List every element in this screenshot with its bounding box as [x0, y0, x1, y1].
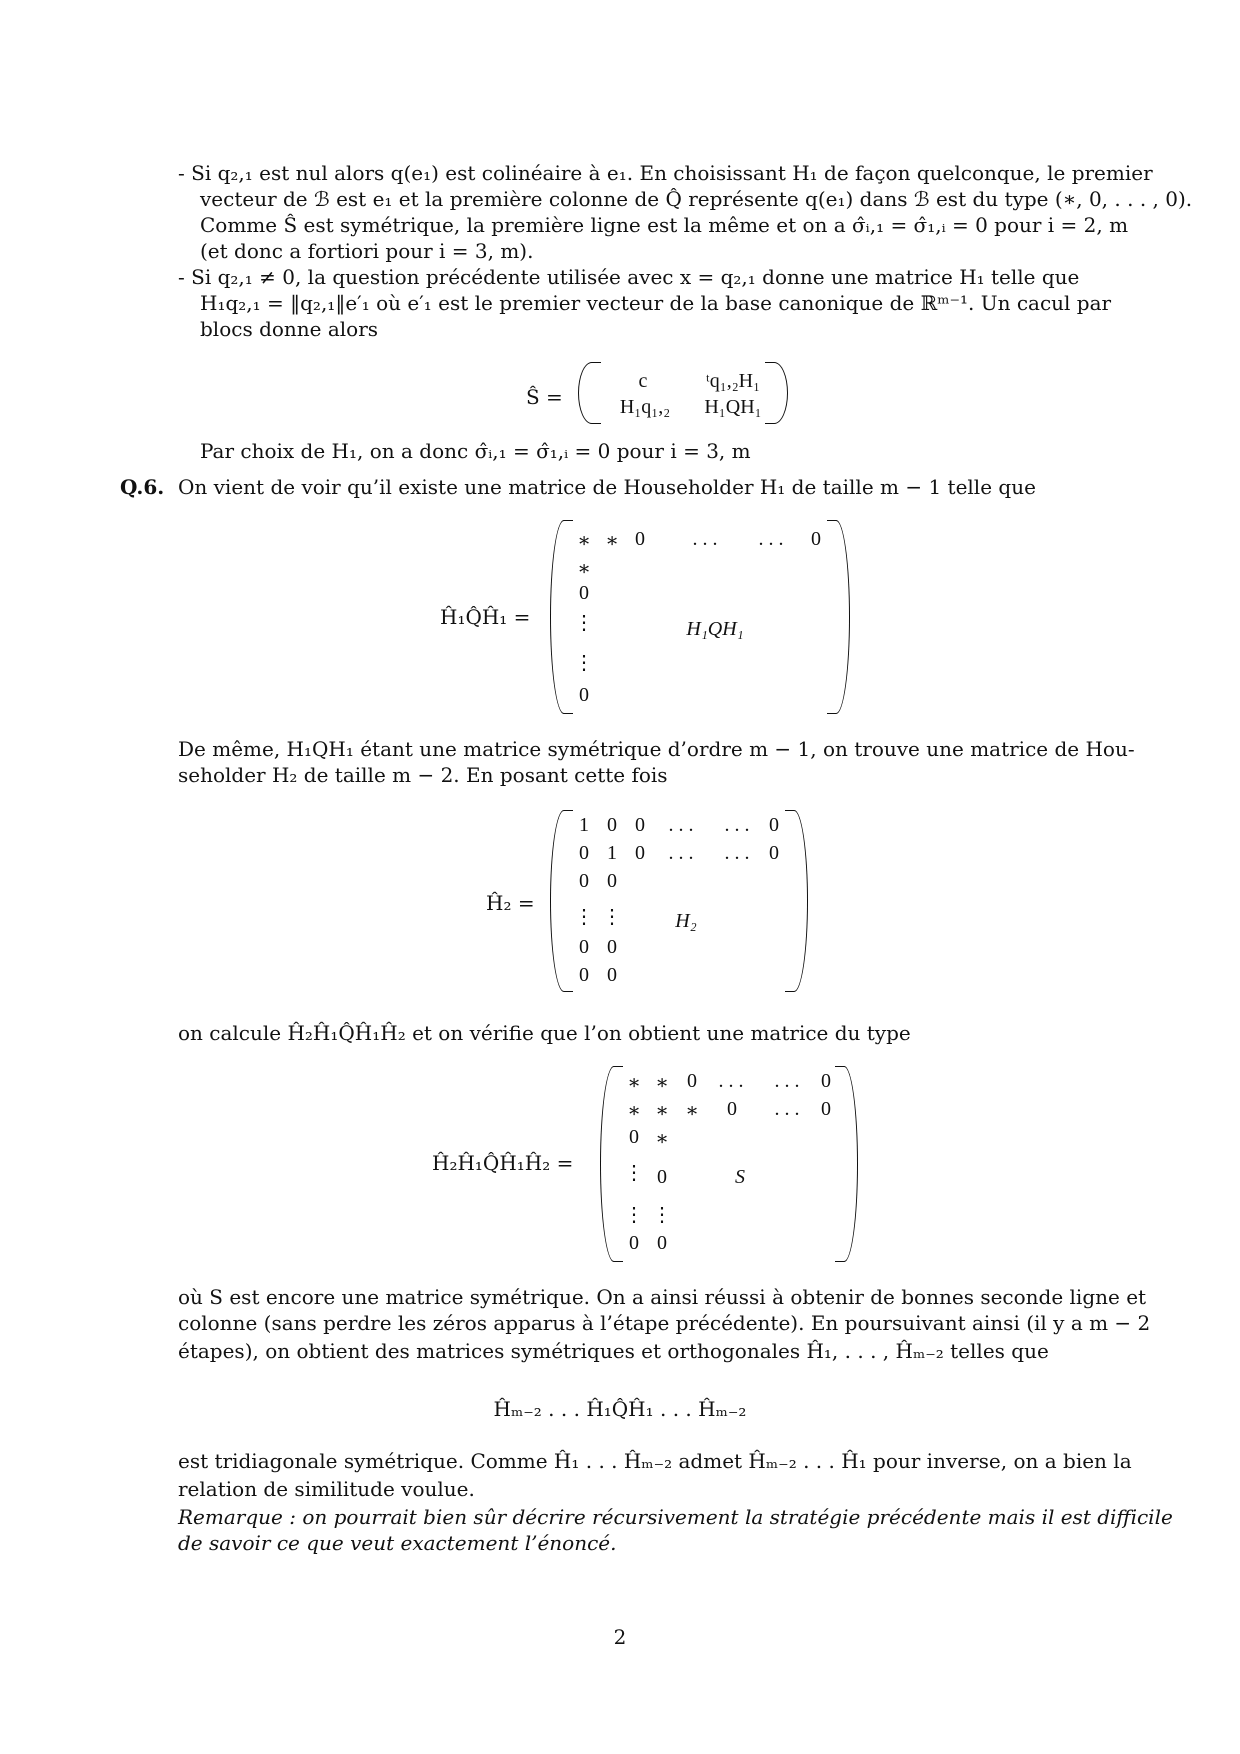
m3-r2-0: ∗ [627, 1100, 641, 1122]
q6-text: On vient de voir qu’il existe une matrice de Householder H₁ de taille m − 1 telle que [178, 475, 1036, 499]
p7-line-1: est tridiagonale symétrique. Comme Ĥ₁ . . . Ĥₘ₋₂ admet Ĥₘ₋₂ . . . Ĥ₁ pour inverse, on a bien la [178, 1449, 1132, 1473]
p2-line-3: blocs donne alors [200, 317, 379, 341]
m3-r2-1: ∗ [655, 1100, 669, 1122]
p2-line-1: - Si q₂,₁ ≠ 0, la question précédente utilisée avec x = q₂,₁ donne une matrice H₁ telle que [178, 265, 1080, 289]
m2-c2-2: 0 [607, 936, 617, 958]
matrix-h1qh1 [550, 520, 850, 714]
cell-c11: c [638, 370, 648, 392]
m3-r1-4: . . . [774, 1070, 800, 1092]
remark-line-2: de savoir ce que veut exactement l’énoncé. [178, 1531, 617, 1555]
m3-r2-2: ∗ [685, 1100, 699, 1122]
m2-r2-0: 0 [579, 842, 589, 864]
m2-c2-1: ⋮ [602, 906, 622, 928]
m2-r2-4: . . . [724, 842, 750, 864]
m2-r2-5: 0 [769, 842, 779, 864]
m3-c2-2: ⋮ [652, 1204, 672, 1226]
m3-c1-2: ⋮ [624, 1204, 644, 1226]
q6-label: Q.6. [120, 475, 165, 499]
m1-c1-3: ⋮ [574, 652, 594, 674]
m1-c1-0: ∗ [577, 558, 591, 580]
m2-c2-3: 0 [607, 964, 617, 986]
m2-c1-0: 0 [579, 870, 589, 892]
m3-lhs: Ĥ₂Ĥ₁Q̂Ĥ₁Ĥ₂ = [432, 1151, 574, 1175]
remark-line-1: Remarque : on pourrait bien sûr décrire récursivement la stratégie précédente mais il est difficile [178, 1505, 1173, 1529]
m3-r1-2: 0 [687, 1070, 697, 1092]
m3-r2-3: 0 [727, 1098, 737, 1120]
p1-line-4: (et donc a fortiori pour i = 3, m). [200, 239, 534, 263]
m2-r2-3: . . . [668, 842, 694, 864]
p2-line-2: H₁q₂,₁ = ‖q₂,₁‖e′₁ où e′₁ est le premier vecteur de la base canonique de ℝᵐ⁻¹. Un cacul par [200, 291, 1112, 315]
p6-line-2: colonne (sans perdre les zéros apparus à l’étape précédente). En poursuivant ainsi (il y a m − 2 [178, 1311, 1151, 1335]
m2-block: H₂ [675, 910, 697, 932]
cell-c12: ᵗq₁,₂H₁ [705, 370, 761, 392]
p4-line-2: seholder H₂ de taille m − 2. En posant cette fois [178, 763, 668, 787]
m2-r2-2: 0 [635, 842, 645, 864]
m2-c1-2: 0 [579, 936, 589, 958]
m2-r1-3: . . . [668, 814, 694, 836]
m1-r1-3: . . . [692, 528, 718, 550]
matrix-s-hat [578, 362, 788, 424]
p1-line-1: - Si q₂,₁ est nul alors q(e₁) est colinéaire à e₁. En choisissant H₁ de façon quelconque, le premier [178, 161, 1153, 185]
m2-c1-3: 0 [579, 964, 589, 986]
cell-c22: H₁QH₁ [704, 396, 762, 418]
m3-block: S [735, 1166, 745, 1188]
matrix-h2h1qh1h2 [600, 1066, 858, 1262]
m3-c1-1: ⋮ [624, 1162, 644, 1184]
p1-line-3: Comme Ŝ est symétrique, la première ligne est la même et on a σ̂ᵢ,₁ = σ̂₁,ᵢ = 0 pour i = 2, m [200, 213, 1129, 237]
eq-product: Ĥₘ₋₂ . . . Ĥ₁Q̂Ĥ₁ . . . Ĥₘ₋₂ [493, 1397, 747, 1421]
p5-line: on calcule Ĥ₂Ĥ₁Q̂Ĥ₁Ĥ₂ et on vérifie que l’on obtient une matrice du type [178, 1021, 911, 1045]
m2-r1-4: . . . [724, 814, 750, 836]
m1-r1-0: ∗ [577, 530, 591, 552]
p1-line-2: vecteur de ℬ est e₁ et la première colonne de Q̂ représente q(e₁) dans ℬ est du type (∗, 0, . . . , 0). [200, 187, 1193, 211]
m1-c1-4: 0 [579, 684, 589, 706]
m2-c1-1: ⋮ [574, 906, 594, 928]
m3-c2-0: ∗ [655, 1128, 669, 1150]
m1-lhs: Ĥ₁Q̂Ĥ₁ = [440, 605, 531, 629]
p6-line-1: où S est encore une matrice symétrique. On a ainsi réussi à obtenir de bonnes seconde ligne et [178, 1285, 1147, 1309]
p3-line: Par choix de H₁, on a donc σ̂ᵢ,₁ = σ̂₁,ᵢ = 0 pour i = 3, m [200, 439, 751, 463]
m1-block: H₁QH₁ [686, 618, 744, 640]
m1-r1-4: . . . [758, 528, 784, 550]
m1-r1-1: ∗ [605, 530, 619, 552]
m2-r1-0: 1 [579, 814, 589, 836]
m1-c1-2: ⋮ [574, 612, 594, 634]
eq-s-lhs: Ŝ = [526, 385, 563, 409]
m3-c1-3: 0 [629, 1232, 639, 1254]
p4-line-1: De même, H₁QH₁ étant une matrice symétrique d’ordre m − 1, on trouve une matrice de Hou- [178, 737, 1135, 761]
m3-r1-3: . . . [718, 1070, 744, 1092]
m3-r1-0: ∗ [627, 1072, 641, 1094]
m3-r1-5: 0 [821, 1070, 831, 1092]
m1-c1-1: 0 [579, 582, 589, 604]
matrix-h2-hat [550, 810, 808, 992]
page-number: 2 [613, 1625, 627, 1649]
cell-c21: H₁q₁,₂ [619, 396, 671, 418]
m3-c1-0: 0 [629, 1126, 639, 1148]
m3-c2-3: 0 [657, 1232, 667, 1254]
m1-r1-2: 0 [635, 528, 645, 550]
m3-r2-4: . . . [774, 1098, 800, 1120]
m2-r1-5: 0 [769, 814, 779, 836]
m2-lhs: Ĥ₂ = [486, 891, 535, 915]
m2-r1-1: 0 [607, 814, 617, 836]
p6-line-3: étapes), on obtient des matrices symétriques et orthogonales Ĥ₁, . . . , Ĥₘ₋₂ telles que [178, 1339, 1049, 1363]
m1-r1-5: 0 [811, 528, 821, 550]
m2-c2-0: 0 [607, 870, 617, 892]
m3-c2-1: 0 [657, 1166, 667, 1188]
m2-r2-1: 1 [607, 842, 617, 864]
p7-line-2: relation de similitude voulue. [178, 1477, 475, 1501]
m3-r1-1: ∗ [655, 1072, 669, 1094]
m2-r1-2: 0 [635, 814, 645, 836]
m3-r2-5: 0 [821, 1098, 831, 1120]
